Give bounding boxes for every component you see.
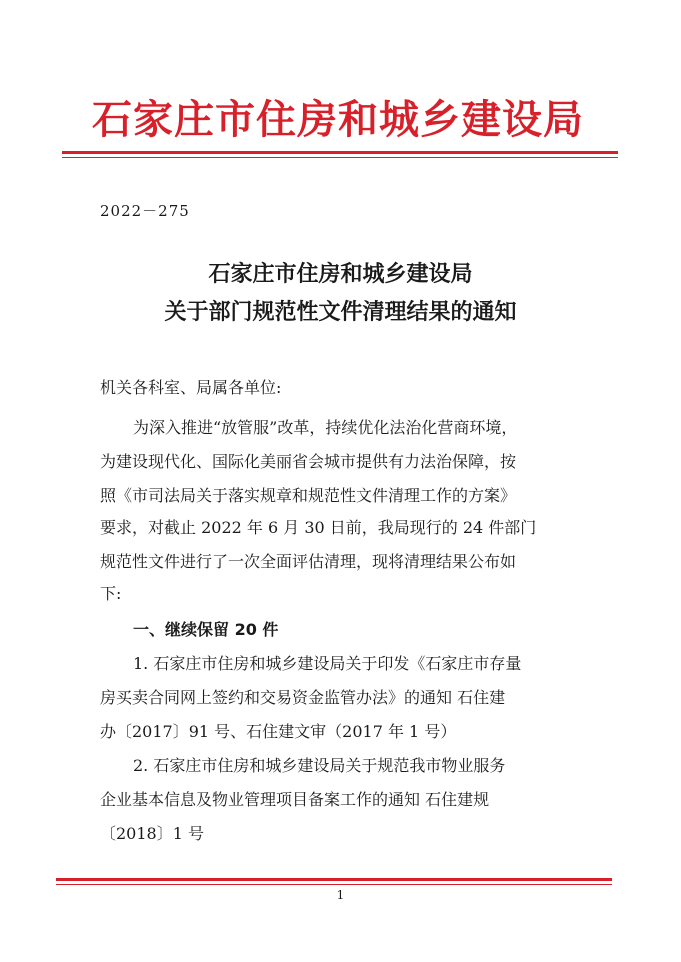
footer-rule-thin xyxy=(56,884,612,885)
header-rule-thin xyxy=(62,157,618,158)
section-heading: 一、继续保留 20 件 xyxy=(133,620,279,639)
paragraph-line: 规范性文件进行了一次全面评估清理，现将清理结果公布如 xyxy=(100,552,517,571)
item-line: 企业基本信息及物业管理项目备案工作的通知 石住建规 xyxy=(100,790,490,809)
salutation: 机关各科室、局属各单位: xyxy=(100,378,282,397)
item-line: 房买卖合同网上签约和交易资金监管办法》的通知 石住建 xyxy=(100,688,506,707)
page-number: 1 xyxy=(336,888,345,902)
document-number: 2022－275 xyxy=(100,202,190,220)
issuer-header: 石家庄市住房和城乡建设局 xyxy=(92,97,584,143)
item-line: 〔2018〕1 号 xyxy=(100,824,204,843)
paragraph-line: 要求，对截止 2022 年 6 月 30 日前，我局现行的 24 件部门 xyxy=(100,518,537,537)
item-line: 1. 石家庄市住房和城乡建设局关于印发《石家庄市存量 xyxy=(133,654,522,673)
paragraph-line: 照《市司法局关于落实规章和规范性文件清理工作的方案》 xyxy=(100,486,517,505)
paragraph-line: 为建设现代化、国际化美丽省会城市提供有力法治保障，按 xyxy=(100,452,517,471)
document-title-line-1: 石家庄市住房和城乡建设局 xyxy=(208,261,473,287)
header-rule-thick xyxy=(62,151,618,154)
footer-rule-thick xyxy=(56,878,612,881)
item-line: 办〔2017〕91 号、石住建文审（2017 年 1 号） xyxy=(100,722,457,741)
paragraph-line: 为深入推进“放管服”改革，持续优化法治化营商环境， xyxy=(133,418,518,437)
paragraph-line: 下: xyxy=(100,584,122,603)
item-line: 2. 石家庄市住房和城乡建设局关于规范我市物业服务 xyxy=(133,756,506,775)
document-title-line-2: 关于部门规范性文件清理结果的通知 xyxy=(164,299,517,325)
